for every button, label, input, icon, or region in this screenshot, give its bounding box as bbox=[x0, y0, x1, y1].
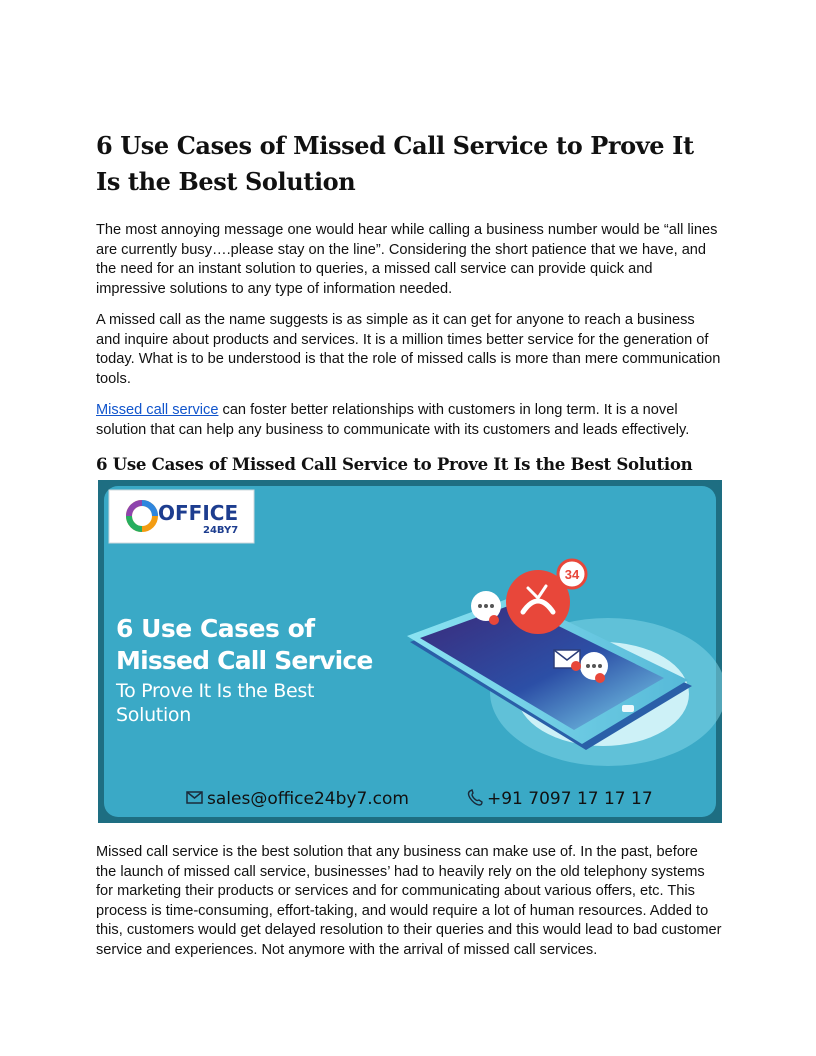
section-heading: 6 Use Cases of Missed Call Service to Prove It Is the Best Solution bbox=[96, 454, 693, 474]
banner-subline-1: To Prove It Is the Best bbox=[116, 680, 315, 702]
banner-subline-2: Solution bbox=[116, 704, 192, 726]
paragraph-4: Missed call service is the best solution that any business can make use of. In the past, before the launch of missed call service, businesses’ had to heavily rely on the old telephony systems for marketing their products or services and for communicating about various offers, etc. This process is time-consuming, effort-taking, and would require a lot of human resources. Added to this, customers would get delayed resolution to their queries and this would lead to bad customer service and experiences. Not anymore with the arrival of missed call services. bbox=[96, 844, 722, 958]
notification-badge bbox=[558, 560, 586, 588]
banner-headline-2: Missed Call Service bbox=[116, 646, 373, 675]
logo-word: OFFICE bbox=[158, 501, 239, 525]
paragraph-3 bbox=[96, 401, 722, 440]
banner-headline-1: 6 Use Cases of bbox=[116, 614, 315, 643]
envelope-icon bbox=[554, 650, 581, 671]
article bbox=[96, 128, 722, 475]
missed-call-service-link[interactable]: Missed call service bbox=[96, 402, 219, 418]
promo-banner bbox=[98, 480, 722, 823]
paragraph-2: A missed call as the name suggests is as simple as it can get for anyone to reach a business and inquire about products and services. It is a million times better service for the generation of today. What is to be understood is that the role of missed calls is more than mere communication tools. bbox=[96, 312, 721, 387]
logo-sub: 24BY7 bbox=[203, 525, 239, 536]
page-title: 6 Use Cases of Missed Call Service to Prove It Is the Best Solution bbox=[96, 131, 694, 196]
intro-paragraph: The most annoying message one would hear while calling a business number would be “all lines are currently busy….please stay on the line”. Considering the short patience that we have, and the need for an instant solution to queries, a missed call service can provide quick and impressive solutions to any type of information needed. bbox=[96, 222, 718, 297]
badge-count: 34 bbox=[564, 567, 580, 582]
office24by7-logo bbox=[109, 490, 254, 543]
contact-phone: +91 7097 17 17 17 bbox=[487, 789, 653, 809]
paragraph-3-text: can foster better relationships with customers in long term. It is a novel solution that can help any business to communicate with its customers and leads effectively. bbox=[96, 402, 690, 438]
contact-email: sales@office24by7.com bbox=[207, 789, 409, 809]
